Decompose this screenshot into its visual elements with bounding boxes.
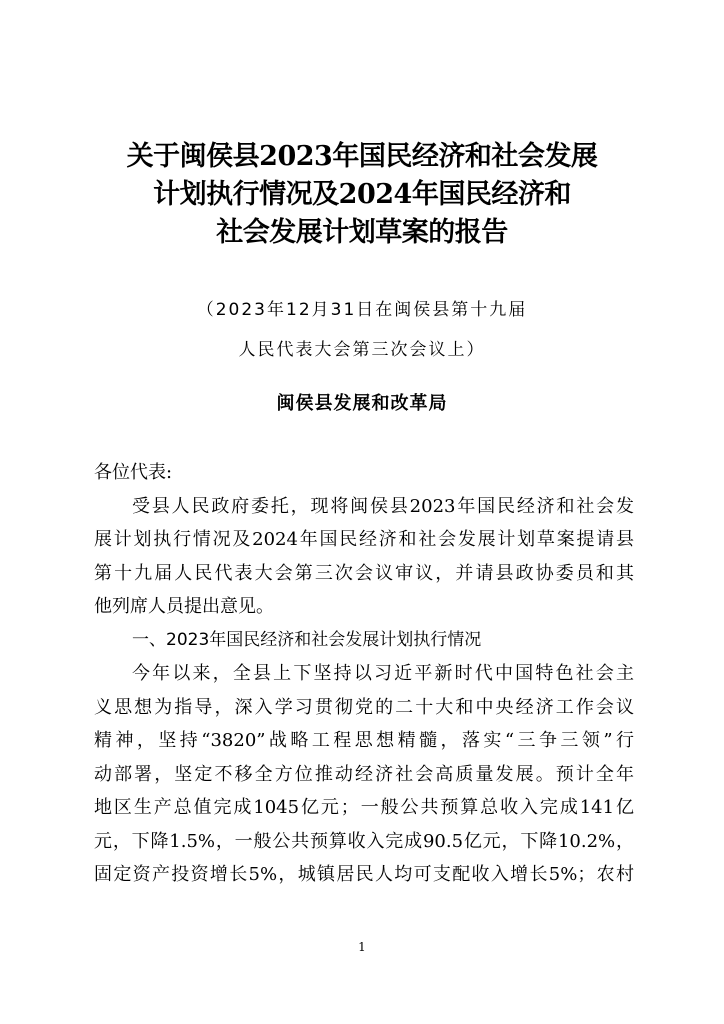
page-number: 1	[358, 940, 366, 954]
paragraph-line: 他列席人员提出意见。	[94, 596, 274, 617]
document-author: 闽侯县发展和改革局	[276, 393, 448, 414]
paragraph-line: 地区生产总值完成1045亿元；一般公共预算总收入完成141亿	[94, 797, 634, 818]
paragraph-line: 固定资产投资增长5%，城镇居民人均可支配收入增长5%；农村	[94, 864, 634, 885]
title-line-1: 关于闽侯县2023年国民经济和社会发展	[126, 141, 598, 172]
paragraph-line: 精神，坚持“3820”战略工程思想精髓，落实“三争三领”行	[94, 730, 634, 751]
paragraph-line: 元，下降1.5%，一般公共预算收入完成90.5亿元，下降10.2%，	[94, 830, 634, 852]
paragraph-line: 第十九届人民代表大会第三次会议审议，并请县政协委员和其	[94, 562, 634, 584]
subtitle-line-2: 人民代表大会第三次会议上）	[238, 340, 486, 360]
paragraph-line: 受县人民政府委托，现将闽侯县2023年国民经济和社会发	[132, 495, 634, 517]
document-title	[0, 138, 724, 252]
section-heading: 一、2023年国民经济和社会发展计划执行情况	[132, 629, 482, 650]
salutation: 各位代表:	[94, 462, 173, 483]
paragraph-summary	[94, 657, 634, 892]
paragraph-line: 义思想为指导，深入学习贯彻党的二十大和中央经济工作会议	[94, 696, 634, 718]
title-line-3: 社会发展计划草案的报告	[216, 217, 508, 248]
paragraph-line: 今年以来，全县上下坚持以习近平新时代中国特色社会主	[132, 663, 634, 684]
title-line-2: 计划执行情况及2024年国民经济和	[153, 179, 571, 210]
document-body	[94, 456, 634, 892]
document-subtitle	[0, 290, 724, 370]
paragraph-line: 动部署，坚定不移全方位推动经济社会高质量发展。预计全年	[94, 763, 634, 785]
paragraph-line: 展计划执行情况及2024年国民经济和社会发展计划草案提请县	[94, 529, 634, 550]
subtitle-line-1: （2023年12月31日在闽侯县第十九届	[196, 300, 528, 320]
paragraph-intro	[94, 490, 634, 624]
